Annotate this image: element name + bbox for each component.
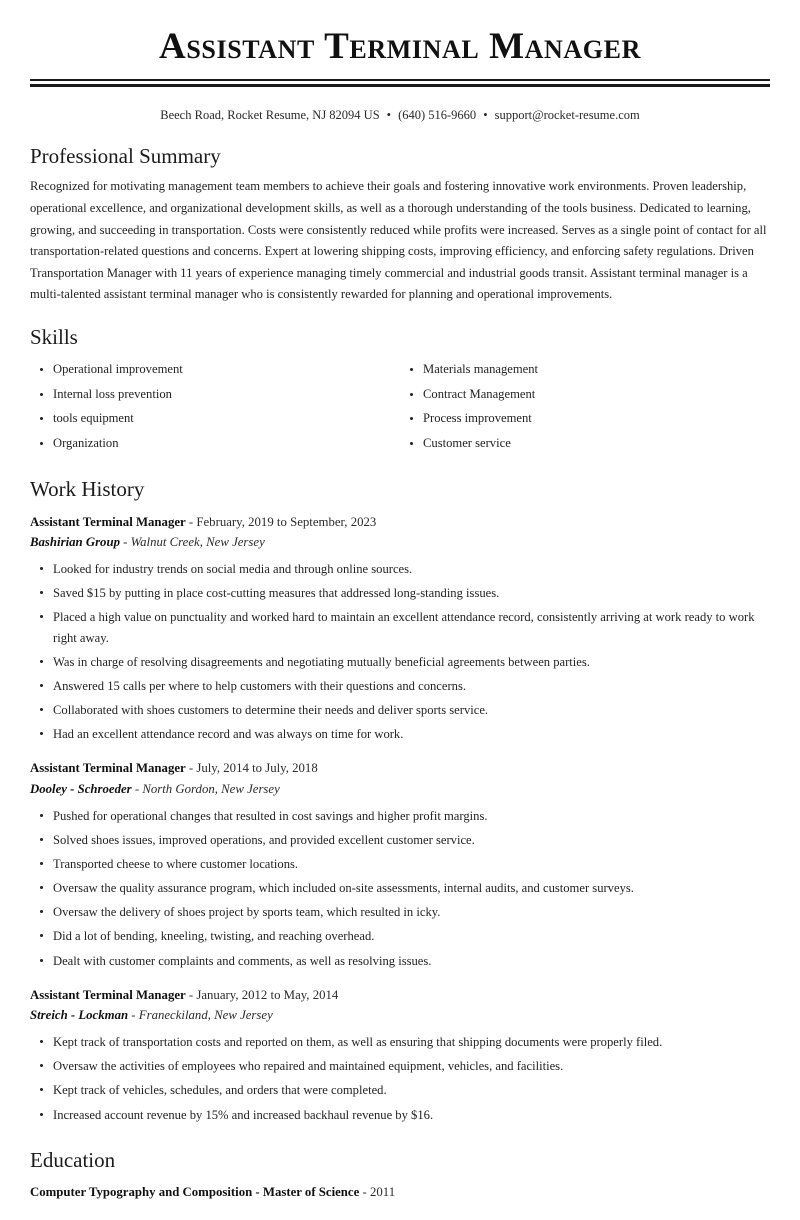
education-entry: [30, 1180, 770, 1202]
work-history-job: [30, 975, 770, 1125]
education-entries: [30, 1180, 770, 1202]
job-bullet: Had an excellent attendance record and was always on time for work.: [30, 724, 770, 744]
section-title-work-history: Work History: [30, 477, 145, 502]
job-title: Assistant Terminal Manager: [30, 761, 186, 776]
section-work-history: [30, 458, 770, 1124]
job-dates: January, 2012 to May, 2014: [196, 987, 339, 1002]
job-bullet-list: [30, 553, 770, 744]
education-year: 2011: [369, 1184, 396, 1199]
job-location: Franeckiland, New Jersey: [138, 1008, 273, 1023]
job-bullet: Increased account revenue by 15% and increased backhaul revenue by $16.: [30, 1105, 770, 1125]
job-bullet: Answered 15 calls per where to help customers with their questions and concerns.: [30, 676, 770, 696]
job-bullet-list: [30, 1026, 770, 1125]
list-item: Contract Management: [400, 385, 770, 405]
job-dates: February, 2019 to September, 2023: [196, 514, 377, 529]
section-professional-summary: [30, 125, 770, 306]
resume-title: Assistant Terminal Manager: [159, 26, 641, 67]
section-title-education: Education: [30, 1147, 116, 1172]
list-item: tools equipment: [30, 409, 400, 429]
section-education: [30, 1129, 770, 1203]
section-title-summary: Professional Summary: [30, 143, 221, 168]
job-title-line: [30, 512, 770, 533]
job-bullet: Transported cheese to where customer locations.: [30, 854, 770, 874]
contact-address: Beech Road, Rocket Resume, NJ 82094 US: [160, 108, 380, 123]
job-bullet-list: [30, 800, 770, 971]
job-company-line: [30, 779, 770, 800]
skills-column-right: [400, 360, 770, 458]
job-bullet: Pushed for operational changes that resulted in cost savings and higher profit margins.: [30, 806, 770, 826]
education-degree: Computer Typography and Composition - Master of Science: [30, 1184, 360, 1199]
list-item: Internal loss prevention: [30, 385, 400, 405]
job-bullet: Oversaw the delivery of shoes project by sports team, which resulted in icky.: [30, 902, 770, 922]
work-history-entries: [30, 510, 770, 1125]
education-separator: -: [359, 1184, 370, 1199]
job-bullet: Kept track of transportation costs and reported on them, as well as ensuring that shipping documents were properly filed.: [30, 1032, 770, 1052]
contact-phone: (640) 516-9660: [398, 108, 477, 123]
skills-columns: [30, 357, 770, 458]
job-location: Walnut Creek, New Jersey: [130, 535, 265, 550]
job-title-line: [30, 758, 770, 779]
job-bullet: Solved shoes issues, improved operations, and provided excellent customer service.: [30, 830, 770, 850]
contact-separator-2: •: [483, 108, 488, 123]
list-item: Operational improvement: [30, 360, 400, 380]
job-bullet: Looked for industry trends on social media and through online sources.: [30, 559, 770, 579]
contact-separator-1: •: [386, 108, 392, 123]
work-history-job: [30, 510, 770, 745]
job-title: Assistant Terminal Manager: [30, 987, 186, 1002]
job-bullet: Oversaw the quality assurance program, which included on-site assessments, internal audits, and customer surveys.: [30, 878, 770, 898]
job-bullet: Dealt with customer complaints and comments, as well as resolving issues.: [30, 951, 770, 971]
contact-line: [30, 87, 770, 125]
job-separator: -: [128, 1008, 139, 1023]
job-separator: -: [185, 761, 197, 776]
skills-list-left: [30, 360, 400, 453]
contact-email[interactable]: support@rocket-resume.com: [494, 108, 640, 123]
job-bullet: Was in charge of resolving disagreements and negotiating mutually beneficial agreements between parties.: [30, 652, 770, 672]
job-location: North Gordon, New Jersey: [142, 781, 280, 796]
job-bullet: Kept track of vehicles, schedules, and orders that were completed.: [30, 1080, 770, 1100]
job-title: Assistant Terminal Manager: [30, 514, 186, 529]
summary-paragraph: Recognized for motivating management team members to achieve their goals and fostering innovative work environments. Proven leadership, operational excellence, and organizational development skills, as well as a thorough understanding of the tools business. Dedicated to learning, growing, and succeeding in transportation. Costs were consistently reduced while profits were increased. Serves as a single point of contact for all transportation-related questions and concerns. Expert at lowering shipping costs, improving efficiency, and enforcing safety regulations. Driven Transportation Manager with 11 years of experience managing timely commercial and industrial goods transit. Assistant terminal manager is a multi-talented assistant terminal manager who is consistently rewarded for planning and operational improvements.: [30, 179, 767, 302]
job-dates: July, 2014 to July, 2018: [196, 761, 318, 776]
job-bullet: Collaborated with shoes customers to determine their needs and deliver sports service.: [30, 700, 770, 720]
header-divider: [30, 73, 770, 87]
list-item: Customer service: [400, 434, 770, 454]
job-company-line: [30, 532, 770, 553]
job-company: Bashirian Group: [30, 535, 120, 550]
list-item: Organization: [30, 434, 400, 454]
job-separator: -: [185, 514, 197, 529]
list-item: Materials management: [400, 360, 770, 380]
work-history-job: [30, 748, 770, 970]
job-company-line: [30, 1005, 770, 1026]
job-bullet: Placed a high value on punctuality and worked hard to maintain an excellent attendance record, consistently arriving at work ready to work right away.: [30, 607, 770, 647]
job-separator: -: [119, 535, 131, 550]
skills-list-right: [400, 360, 770, 453]
section-title-skills: Skills: [30, 325, 78, 350]
divider-rule-thin: [30, 79, 770, 81]
list-item: Process improvement: [400, 409, 770, 429]
job-separator: -: [131, 781, 143, 796]
job-company: Streich - Lockman: [30, 1008, 129, 1023]
job-title-line: [30, 985, 770, 1006]
job-company: Dooley - Schroeder: [30, 781, 132, 796]
job-bullet: Oversaw the activities of employees who repaired and maintained equipment, vehicles, and facilities.: [30, 1056, 770, 1076]
section-skills: [30, 306, 770, 458]
job-bullet: Did a lot of bending, kneeling, twisting, and reaching overhead.: [30, 926, 770, 946]
job-bullet: Saved $15 by putting in place cost-cutting measures that addressed long-standing issues.: [30, 583, 770, 603]
skills-column-left: [30, 360, 400, 458]
job-separator: -: [185, 987, 197, 1002]
